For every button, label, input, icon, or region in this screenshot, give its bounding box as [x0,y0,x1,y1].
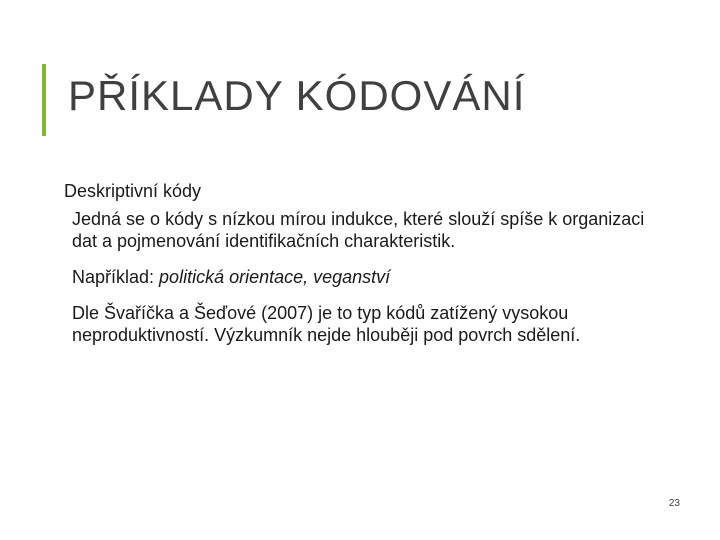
example-text: politická orientace, veganství [159,267,391,287]
title-accent-bar [42,64,46,136]
slide-content [64,180,664,360]
example-label: Například: [72,267,160,287]
slide-title: PŘÍKLADY KÓDOVÁNÍ [68,72,526,119]
paragraph-citation: Dle Švaříčka a Šeďové (2007) je to typ kódů zatížený vysokou neproduktivností. Výzkumník nejde hlouběji pod povrch sdělení. [72,303,581,345]
paragraph-definition: Jedná se o kódy s nízkou mírou indukce, které slouží spíše k organizaci dat a pojmenování identifikačních charakteristik. [72,209,645,251]
paragraph-example [72,266,664,288]
slide-number: 23 [668,498,680,509]
subheading: Deskriptivní kódy [64,181,202,201]
